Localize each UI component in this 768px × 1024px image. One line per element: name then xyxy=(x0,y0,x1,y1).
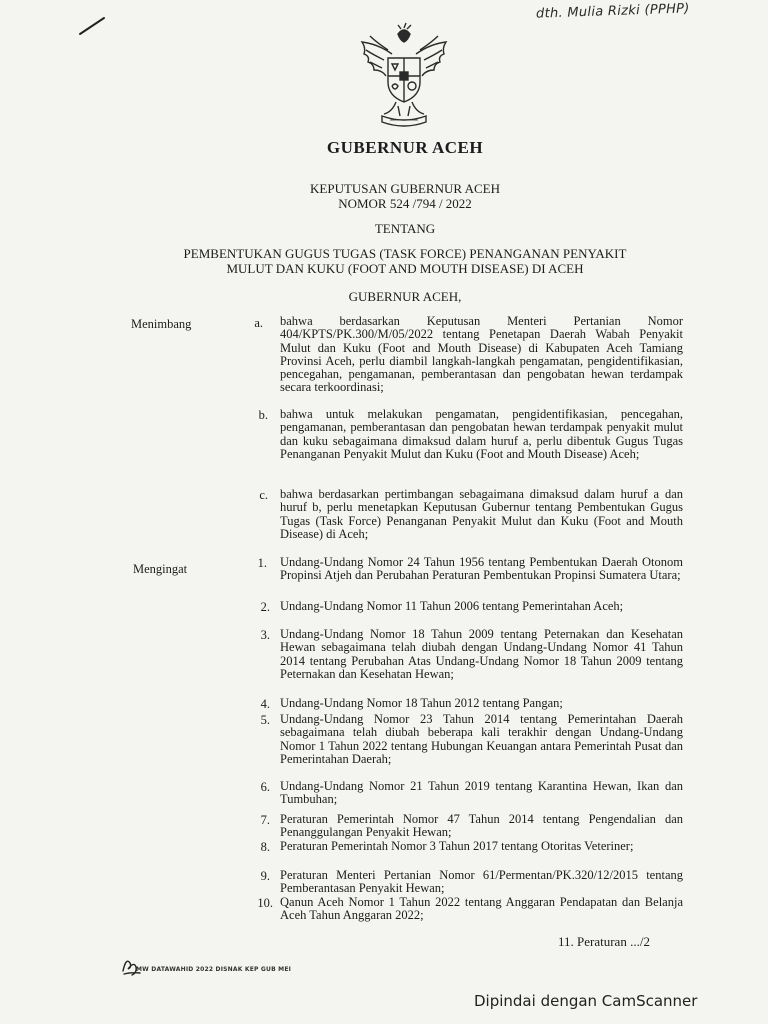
list-item-marker: b. xyxy=(258,408,268,422)
garuda-emblem-icon xyxy=(348,20,460,132)
continuation-note: 11. Peraturan .../2 xyxy=(558,934,650,949)
list-item-text: Undang-Undang Nomor 18 Tahun 2012 tentang Pangan; xyxy=(280,696,563,710)
list-item-text: Peraturan Pemerintah Nomor 47 Tahun 2014 tentang Pengendalian dan Penanggulangan Penyakit Hewan; xyxy=(280,812,683,840)
list-item-marker: c. xyxy=(259,488,268,502)
governor-heading: GUBERNUR ACEH, xyxy=(348,289,462,304)
subject-line-2: MULUT DAN KUKU (FOOT AND MOUTH DISEASE) DI ACEH xyxy=(226,261,584,276)
list-item-text: Undang-Undang Nomor 24 Tahun 1956 tentang Pembentukan Daerah Otonom Propinsi Atjeh dan Perubahan Peraturan Pembentukan Propinsi Sumatera Utara; xyxy=(280,555,683,583)
subject-line-1: PEMBENTUKAN GUGUS TUGAS (TASK FORCE) PENANGANAN PENYAKIT xyxy=(183,246,627,261)
list-item-text: Undang-Undang Nomor 18 Tahun 2009 tentang Peternakan dan Kesehatan Hewan sebagaimana telah diubah dengan Undang-Undang Nomor 41 Tahun 2014 tentang Perubahan Atas Undang-Undang Nomor 18 Tahun 2009 tentang Peternakan dan Kesehatan Hewan; xyxy=(280,627,683,681)
pen-mark-icon xyxy=(78,14,108,38)
initial-signature-icon xyxy=(120,953,142,977)
decree-number: NOMOR 524 /794 / 2022 xyxy=(338,196,472,211)
list-item-text: Qanun Aceh Nomor 1 Tahun 2022 tentang Anggaran Pendapatan dan Belanja Aceh Tahun Anggaran 2022; xyxy=(280,895,683,923)
menimbang-label: Menimbang xyxy=(131,317,192,331)
list-item-text: bahwa berdasarkan Keputusan Menteri Pertanian Nomor 404/KPTS/PK.300/M/05/2022 tentang Penetapan Daerah Wabah Penyakit Mulut dan Kuku (Foot and Mouth Disease) di Kabupaten Aceh Tamiang Provinsi Aceh, perlu diambil langkah-langkah pengamatan, pengidentifikasian, pencegahan, pengamanan, pemberantasan dan pengobatan hewan terdampak secara terkoordinasi; xyxy=(280,314,683,395)
handwritten-note: dth. Mulia Rizki (PPHP) xyxy=(535,1,690,22)
list-item-marker: 8. xyxy=(260,840,270,854)
list-item-marker: 6. xyxy=(260,780,270,794)
list-item-text: Undang-Undang Nomor 21 Tahun 2019 tentang Karantina Hewan, Ikan dan Tumbuhan; xyxy=(280,779,683,807)
list-item-marker: 10. xyxy=(257,896,273,910)
list-item-marker: 7. xyxy=(260,813,270,827)
scanner-watermark: Dipindai dengan CamScanner xyxy=(474,992,698,1010)
list-item-text: Undang-Undang Nomor 11 Tahun 2006 tentang Pemerintahan Aceh; xyxy=(280,599,624,613)
mengingat-label: Mengingat xyxy=(133,562,188,576)
decree-title: KEPUTUSAN GUBERNUR ACEH xyxy=(310,181,500,196)
governor-title: GUBERNUR ACEH xyxy=(326,138,484,157)
list-item-text: Peraturan Pemerintah Nomor 3 Tahun 2017 tentang Otoritas Veteriner; xyxy=(280,839,634,853)
decree-subject xyxy=(0,246,768,276)
list-item-text: Peraturan Menteri Pertanian Nomor 61/Permentan/PK.320/12/2015 tentang Pemberantasan Penyakit Hewan; xyxy=(280,868,683,896)
decree-heading xyxy=(0,181,768,211)
signature-caption: MW DATAWAHID 2022 DISNAK KEP GUB MEI xyxy=(136,966,292,973)
list-item-marker: 9. xyxy=(260,869,270,883)
list-item-marker: 2. xyxy=(260,600,270,614)
list-item-marker: a. xyxy=(254,316,263,330)
list-item-marker: 3. xyxy=(260,628,270,642)
list-item-text: bahwa untuk melakukan pengamatan, pengidentifikasian, pencegahan, pengamanan, pemberantasan dan pengobatan hewan terdampak penyakit mulut dan kuku sebagaimana dimaksud dalam huruf a, perlu dibentuk Gugus Tugas Penanganan Penyakit Mulut dan Kuku (Foot and Mouth Disease) Aceh; xyxy=(280,407,683,461)
list-item-text: Undang-Undang Nomor 23 Tahun 2014 tentang Pemerintahan Daerah sebagaimana telah diubah beberapa kali terakhir dengan Undang-Undang Nomor 1 Tahun 2022 tentang Hubungan Keuangan antara Pemerintah Pusat dan Pemerintahan Daerah; xyxy=(280,712,683,766)
list-item-text: bahwa berdasarkan pertimbangan sebagaimana dimaksud dalam huruf a dan huruf b, perlu menetapkan Keputusan Gubernur tentang Pembentukan Gugus Tugas (Task Force) Penanganan Penyakit Mulut dan Kuku (Foot and Mouth Disease) di Aceh; xyxy=(280,487,683,541)
about-heading: TENTANG xyxy=(374,221,436,236)
list-item-marker: 4. xyxy=(260,697,270,711)
list-item-marker: 5. xyxy=(260,713,270,727)
list-item-marker: 1. xyxy=(257,556,267,570)
